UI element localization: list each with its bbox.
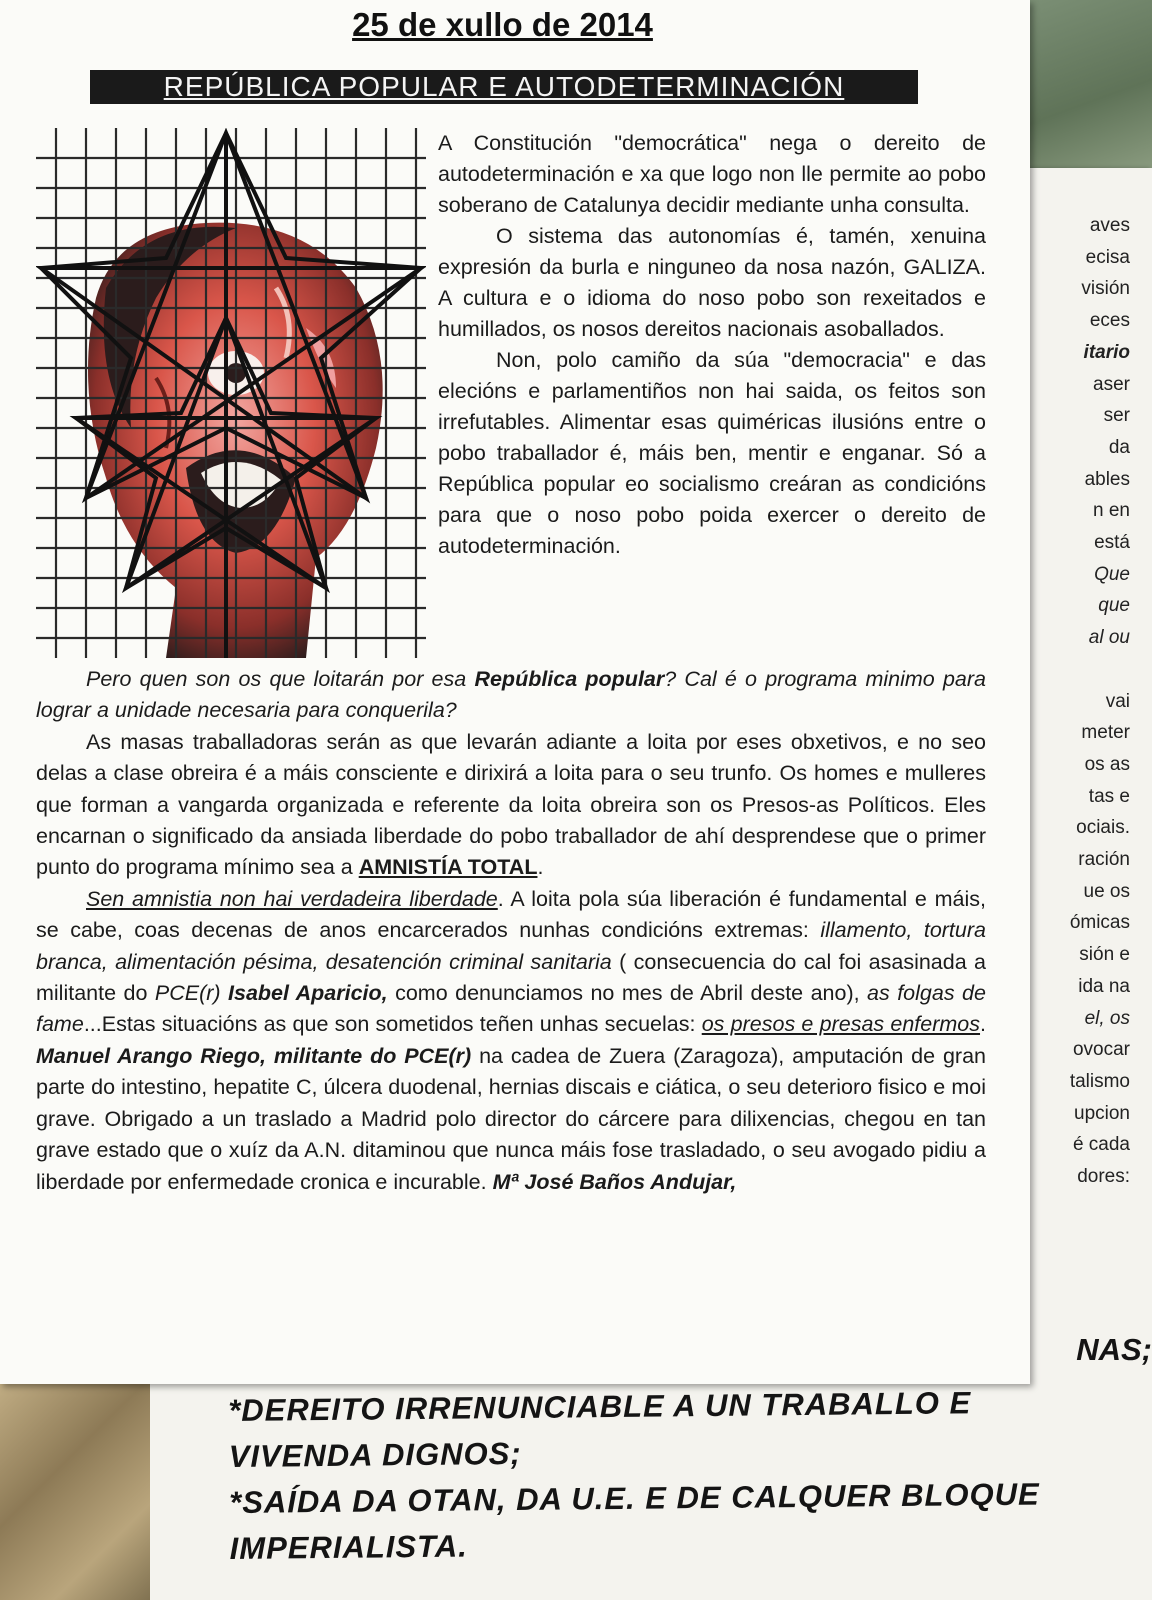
back-sheet-fragment: dores:	[1077, 1166, 1130, 1188]
person-name: Manuel Arango Riego, militante do PCE(r)	[36, 1043, 472, 1068]
sick-prisoners: os presos e presas enfermos	[701, 1012, 981, 1037]
back-sheet-fragment: ración	[1078, 849, 1130, 871]
back-sheet-fragment: tas e	[1088, 785, 1130, 807]
back-sheet-fragment: talismo	[1069, 1070, 1130, 1092]
back-sheet-fragment: upcion	[1074, 1102, 1130, 1124]
paragraph: Non, polo camiño da súa "democracia" e das elecións e parlamentiños non hai saida, os feitos son irrefutables. Alimentar esas quiméricas ilusións entre o pobo traballador é, máis ben, mentir e enganar. Só a República popular eo socialismo creáran as condicións para que o noso pobo poida exercer o dereito de autodeterminación.	[438, 348, 986, 558]
demand-line: *DEREITO IRRENUNCIABLE A UN TRABALLO E	[228, 1385, 972, 1428]
back-sheet-fragment: Que	[1094, 563, 1130, 585]
intro-column	[438, 128, 986, 562]
article-date: 25 de xullo de 2014	[352, 6, 653, 43]
emphasis: República popular	[474, 667, 665, 691]
paragraph	[36, 884, 986, 1198]
person-name: Mª José Baños Andujar,	[492, 1169, 737, 1194]
back-sheet-fragment: ociais.	[1076, 817, 1130, 839]
back-sheet-fragment: vai	[1105, 690, 1130, 712]
headline-text: REPÚBLICA POPULAR E AUTODETERMINACIÓN	[163, 71, 845, 102]
text: na cadea de Zuera (Zaragoza), amputación de gran parte do intestino, hepatite C, úlcera duodenal, hernias discais e ciática, o seu deterioro fisico e moi grave. Obrigado a un traslado a Madrid polo director do cárcere para dilixencias, chegou en tan grave estado que o xuíz da A.N. ditaminou que nunca máis fose trasladado, o seu avogado pidiu a liberdade por enfermedade cronica e incurable.	[36, 1043, 986, 1194]
back-sheet-fragment: ecisa	[1085, 246, 1130, 268]
punct: .	[537, 855, 544, 880]
text: como denunciamos no mes de Abril deste ano),	[395, 981, 860, 1006]
demand-line: IMPERIALISTA.	[229, 1528, 468, 1566]
star-over-screaming-face-drawing-icon	[36, 128, 426, 658]
main-column	[36, 664, 986, 1198]
text: ( consecuencia do cal foi asasinada a militante do	[36, 949, 986, 1006]
paragraph: A Constitución "democrática" nega o dereito de autodeterminación e xa que logo non lle permite ao pobo soberano de Catalunya decidir mediante unha consulta.	[438, 131, 986, 217]
back-sheet-fragment: aves	[1089, 215, 1130, 236]
back-sheet-fragment: ovocar	[1072, 1039, 1130, 1061]
question-text: ? Cal é o programa minimo para lograr a unidade necesaria para conquerila?	[36, 667, 986, 723]
back-sheet-fragment: meter	[1081, 722, 1130, 744]
back-sheet-fragment: al ou	[1088, 627, 1130, 649]
hunger-strikes: as folgas de fame	[36, 981, 986, 1037]
back-sheet-fragment: aser	[1093, 373, 1130, 395]
back-sheet-text-column	[1020, 210, 1130, 1193]
paragraph: O sistema das autonomías é, tamén, xenuina expresión da burla e ninguneo da nosa nazón, GALIZA. A cultura e o idioma do noso pobo son rexeitados e humillados, os nosos dereitos nacionais asoballados.	[438, 224, 986, 341]
back-sheet-fragment: da	[1108, 436, 1130, 458]
amnesty-emphasis: AMNISTÍA TOTAL	[358, 855, 538, 880]
demand-line: *SAÍDA DA OTAN, DA U.E. E DE CALQUER BLOQUE	[229, 1476, 1040, 1520]
back-sheet-fragment: está	[1094, 532, 1130, 554]
back-sheet-fragment: eces	[1089, 310, 1130, 332]
masses-text: As masas traballadoras serán as que levarán adiante a loita por eses obxetivos, e no seo delas a clase obreira é a máis consciente e dirixirá a loita para o seu trunfo. Os homes e mulleres que forman a vangarda organizada e referente da loita obreira son os Presos-as Políticos. Eles encarnan o significado da ansiada liberdade do pobo traballador de ahí desprendese que o primer punto do programa mínimo sea a	[36, 729, 986, 880]
back-sheet-fragment: ables	[1084, 468, 1130, 490]
back-sheet-fragment: ue os	[1083, 880, 1130, 902]
text: . A loita pola súa liberación é fundamental e máis, se cabe, coas decenas de anos encarcerados nunhas condicións extremas:	[36, 886, 986, 943]
back-sheet-fragment: itario	[1083, 341, 1130, 363]
question-paragraph	[36, 664, 986, 727]
person-name: Isabel Aparicio,	[228, 981, 388, 1006]
text: ...Estas situacións as que son sometidos teñen unhas secuelas:	[83, 1012, 696, 1037]
back-sheet-fragment: ida na	[1078, 975, 1130, 997]
back-sheet-fragment: ómicas	[1069, 912, 1130, 934]
back-sheet-fragment: n en	[1093, 500, 1130, 522]
punct: .	[980, 1012, 987, 1037]
article-headline	[90, 70, 918, 104]
back-sheet-fragment: el, os	[1084, 1007, 1130, 1029]
slogan: Sen amnistia non hai verdadeira liberdade	[86, 886, 498, 911]
back-sheet-clipped-line: NAS;	[1076, 1332, 1152, 1367]
back-sheet-fragment: visión	[1081, 278, 1130, 300]
conditions: illamento, tortura branca, alimentación pésima, desatención criminal sanitaria	[36, 918, 986, 974]
party-name: PCE(r)	[154, 981, 221, 1006]
paragraph	[36, 727, 986, 884]
back-sheet-fragment: que	[1098, 595, 1130, 617]
question-text: Pero quen son os que loitarán por esa	[86, 667, 467, 691]
back-sheet-fragment	[1020, 654, 1130, 686]
back-sheet-fragment: é cada	[1072, 1134, 1130, 1156]
bottom-demands	[228, 1378, 1152, 1572]
demand-line: VIVENDA DIGNOS;	[228, 1435, 522, 1474]
back-sheet-fragment: ser	[1103, 405, 1130, 427]
back-sheet-fragment: os as	[1084, 753, 1130, 775]
back-sheet-fragment: sión e	[1079, 944, 1130, 966]
